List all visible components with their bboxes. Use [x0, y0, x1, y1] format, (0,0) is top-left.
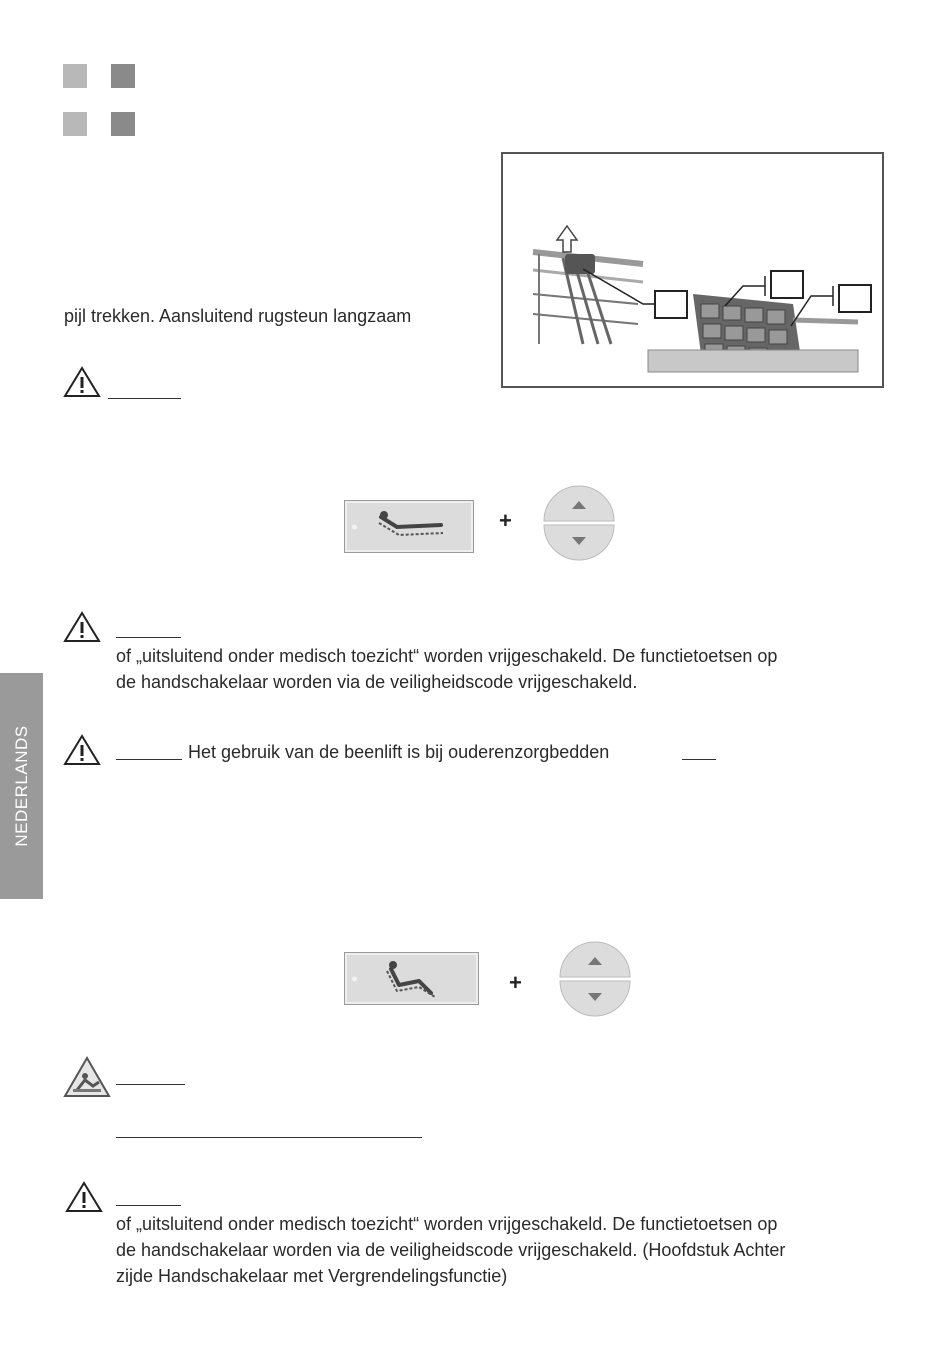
language-side-tab [0, 673, 43, 899]
warning-4-heading-line [116, 1084, 185, 1085]
up-down-button[interactable] [541, 485, 617, 561]
led-indicator [352, 524, 357, 529]
warning-5-line-3: zijde Handschakelaar met Vergrendelingsfunctie) [116, 1266, 508, 1286]
backrest-function-button[interactable] [344, 500, 474, 553]
header-square-1 [63, 64, 87, 88]
bed-release-figure [501, 152, 884, 388]
up-down-button[interactable] [557, 941, 633, 1017]
person-hazard-icon [63, 1056, 111, 1098]
warning-4-detail-line [116, 1137, 422, 1138]
language-label: NEDERLANDS [11, 725, 31, 847]
warning-3-line-1: Het gebruik van de beenlift is bij ouderenzorgbedden [188, 742, 610, 762]
warning-triangle-icon [65, 1181, 103, 1213]
warning-5-line-2: de handschakelaar worden via de veiligheidscode vrijgeschakeld. (Hoofdstuk Achter [116, 1240, 786, 1260]
warning-triangle-icon [63, 611, 101, 643]
warning-3-tail-line [682, 759, 716, 760]
warning-5-heading-line [116, 1205, 181, 1206]
warning-2-heading-line [116, 637, 181, 638]
warning-1-heading-line [108, 398, 181, 399]
warning-5-line-1: of „uitsluitend onder medisch toezicht“ worden vrijgeschakeld. De functietoetsen op [116, 1214, 778, 1234]
bed-frame-illustration [503, 154, 882, 386]
led-indicator [352, 976, 357, 981]
header-square-3 [63, 112, 87, 136]
backrest-bed-icon [375, 509, 447, 543]
warning-3-heading-line [116, 759, 182, 760]
warning-triangle-icon [63, 734, 101, 766]
instruction-text: pijl trekken. Aansluitend rugsteun langzaam [64, 306, 412, 326]
warning-2-line-2: de handschakelaar worden via de veiligheidscode vrijgeschakeld. [116, 672, 638, 692]
legrest-function-button[interactable] [344, 952, 479, 1005]
legrest-chair-icon [379, 957, 445, 999]
header-square-4 [111, 112, 135, 136]
header-square-2 [111, 64, 135, 88]
plus-sign: + [509, 970, 522, 995]
warning-triangle-icon [63, 366, 101, 398]
plus-sign: + [499, 508, 512, 533]
warning-2-line-1: of „uitsluitend onder medisch toezicht“ worden vrijgeschakeld. De functietoetsen op [116, 646, 778, 666]
